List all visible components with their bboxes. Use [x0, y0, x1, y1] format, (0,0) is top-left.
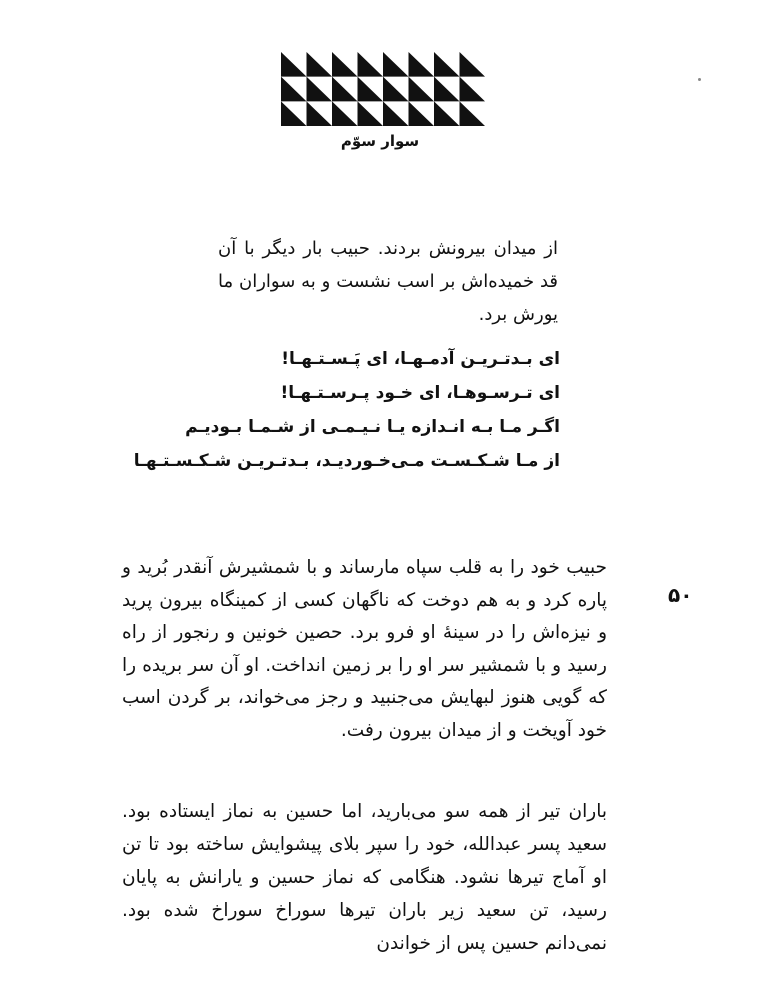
verse-line: ای بـدتـریـن آدمـهـا، ای پَـسـتـهـا! — [281, 349, 560, 369]
paragraph-intro: از میدان بیرونش بردند. حبیب بار دیگر با آن قد خمیده‌اش بر اسب نشست و به سواران ما یورش برد. — [218, 238, 558, 325]
margin-number: ۵۰ — [668, 583, 693, 607]
verse-block — [133, 342, 560, 478]
ornament-triangle — [460, 101, 486, 126]
verse-line: از مـا شـکـسـت مـی‌خـوردیـد، بـدتـریـن شـکـسـتـهـا — [133, 451, 560, 471]
section-subtitle: سوار سوّم — [340, 132, 420, 150]
ornament-triangle — [409, 101, 435, 126]
ornament-triangle — [383, 77, 409, 102]
ornament-triangle — [460, 77, 486, 102]
ornament-triangle — [307, 101, 333, 126]
ornament-triangle — [332, 77, 358, 102]
triangle-ornament — [281, 52, 485, 126]
ornament-triangle — [434, 52, 460, 77]
verse-line: ای تـرسـوهـا، ای خـود پـرسـتـهـا! — [280, 383, 560, 403]
ornament-triangle — [358, 77, 384, 102]
paragraph-saeed: باران تیر از همه سو می‌بارید، اما حسین به نماز ایستاده بود. سعید پسر عبدالله، خود را سپر بلای پیشوایش ساخته بود تا تن او آماج تیرها نشود. هنگامی که نماز حسین و یارانش به پایان رسید، تن سعید زیر باران تیرها سوراخ سوراخ شده بود. نمی‌دانم حسین پس از خواندن — [122, 801, 607, 954]
ornament-triangle — [358, 52, 384, 77]
ornament-triangle — [307, 52, 333, 77]
ornament-triangle — [281, 52, 307, 77]
ornament-triangle — [281, 101, 307, 126]
ornament-triangle — [434, 101, 460, 126]
ornament-triangle — [307, 77, 333, 102]
paragraph-habib: حبیب خود را به قلب سپاه مارساند و با شمشیرش آنقدر بُرید و پاره کرد و به هم دوخت که ناگهان کسی از کمینگاه بیرون پرید و نیزه‌اش را در سینهٔ او فرو برد. حصین خونین و رنجور از راه رسید و با شمشیر سر او را بر زمین انداخت. او آن سر بریده را که گویی هنوز لبهایش می‌جنبید و رجز می‌خواند، بر گردن اسب خود آویخت و از میدان بیرون رفت. — [122, 557, 607, 741]
ornament-triangle — [281, 77, 307, 102]
verse-line: اگـر مـا بـه انـدازه یـا نـیـمـی از شـمـا بـودیـم — [185, 417, 560, 437]
ornament-triangle — [383, 101, 409, 126]
ornament-triangle — [383, 52, 409, 77]
ornament-triangle — [332, 101, 358, 126]
ornament-triangle — [409, 77, 435, 102]
ornament-triangle — [460, 52, 486, 77]
ornament-triangle — [358, 101, 384, 126]
ornament-triangle — [434, 77, 460, 102]
speck — [698, 78, 701, 81]
ornament-triangle — [409, 52, 435, 77]
ornament-triangle — [332, 52, 358, 77]
